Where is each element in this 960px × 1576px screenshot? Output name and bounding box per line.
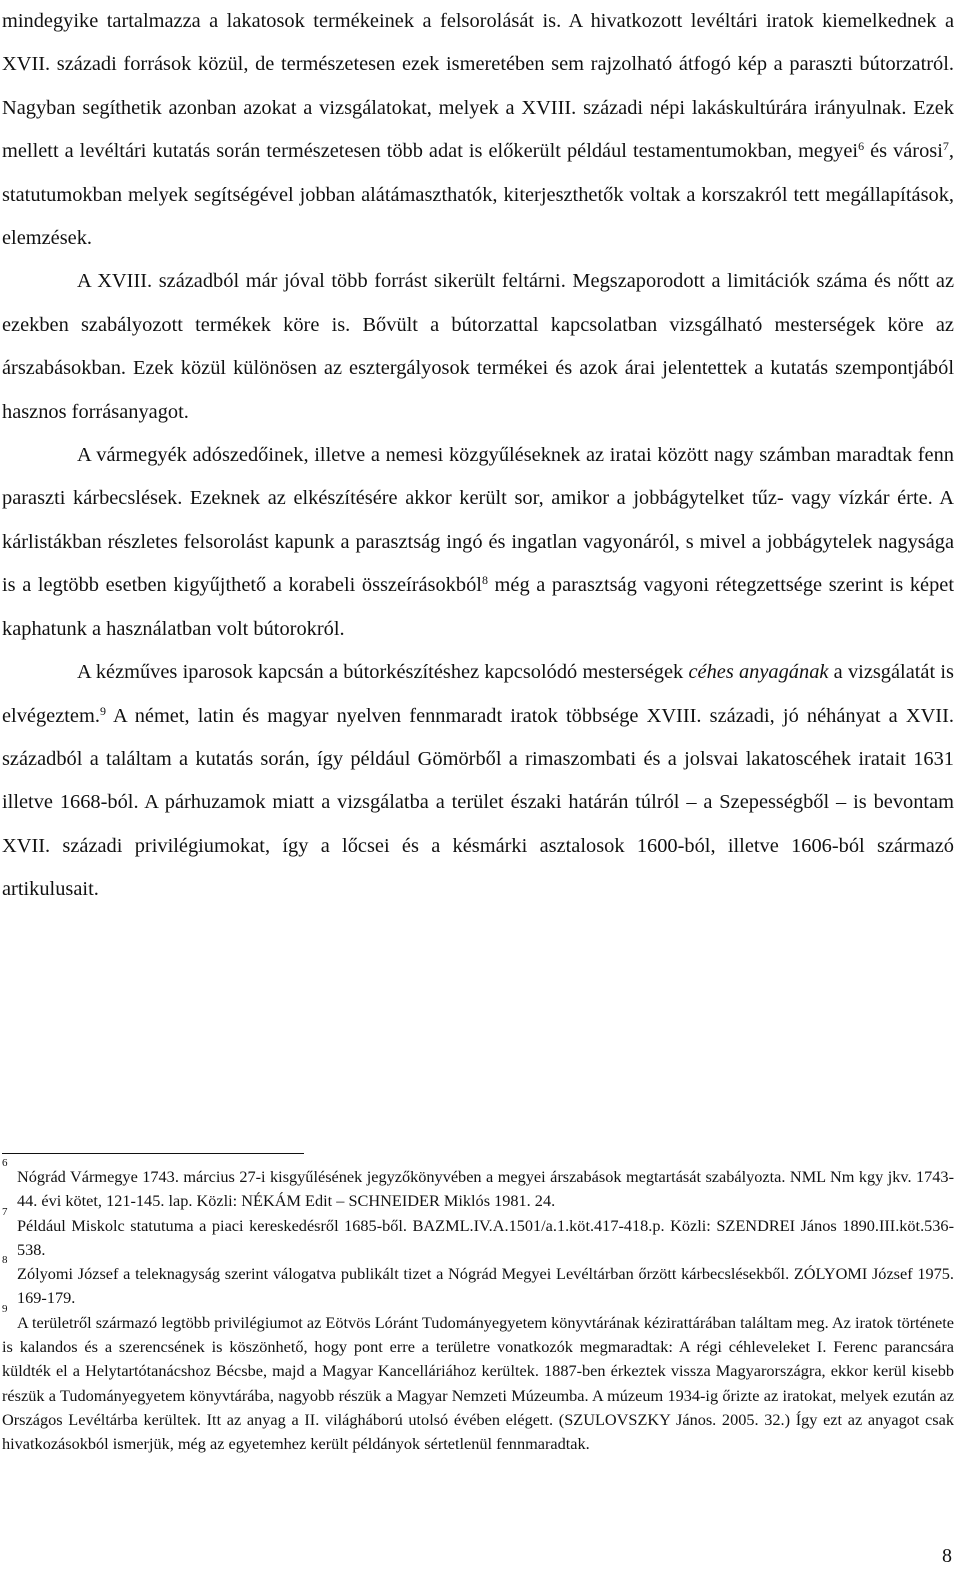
- footnotes: [2, 1157, 954, 1457]
- footnote-number: 6: [2, 1157, 8, 1169]
- paragraph-2: A XVIII. századból már jóval több forrást sikerült feltárni. Megszaporodott a limitációk száma és nőtt az ezekben szabályozott termékek köre is. Bővült a bútorzattal kapcsolatban vizsgálható mesterségek köre az árszabásokban. Ezek közül különösen az esztergályosok termékei és azok árai jelentettek a kutatás szempontjából hasznos forrásanyagot.: [2, 270, 954, 423]
- paragraph-3: A vármegyék adószedőinek, illetve a nemesi közgyűléseknek az iratai között nagy számban maradtak fenn paraszti kárbecslések. Ezeknek az elkészítésére akkor került sor, amikor a jobbágytelket tűz- vagy vízkár érte. A kárlistákban részletes felsorolást kapunk a parasztság ingó és ingatlan vagyonáról, s mivel a jobbágytelek nagysága is a legtöbb esetben kigyűjthető a korabeli összeírásokból$^8$ még a parasztság vagyoni rétegzettsége szerint is képet kaphatunk a használatban volt bútorokról.: [2, 444, 954, 640]
- page-number: 8: [942, 1545, 952, 1567]
- footnote-8: 8 Zólyomi József a teleknagyság szerint válogatva publikált tizet a Nógrád Megyei Levéltárban őrzött kárbecslésekből. ZÓLYOMI József 1975. 169-179.: [2, 1254, 954, 1308]
- footnote-ref-6[interactable]: 6: [858, 139, 865, 154]
- footnote-ref-9[interactable]: 9: [99, 703, 106, 718]
- footnote-ref-7[interactable]: 7: [942, 139, 949, 154]
- footnote-9: 9 A területről származó legtöbb privilégiumot az Eötvös Lóránt Tudományegyetem könyvtárának kézirattárában találtam meg. Az iratok története is kalandos és a szerencsének is köszönhető, hogy pont erre a területre vonatkozók megmaradtak: A régi céhleveleket I. Ferenc parancsára küldték el a Helytartótanácshoz Bécsbe, majd a Magyar Kancelláriához kerültek. 1887-ben érkeztek vissza Magyarországra, ekkor kerül kisebb részük a Tudományegyetem könyvtárába, nagyobb részük a Magyar Nemzeti Múzeumba. A múzeum 1934-ig őrizte az iratokat, melyek ezután az Országos Levéltárba kerültek. Itt az anyag a II. világháború utolsó évében elégett. (SZULOVSZKY János. 2005. 32.) Így ezt az anyagot csak hivatkozásokból ismerjük, még az egyetemhez került példányok sértetlenül fennmaradtak.: [2, 1302, 954, 1454]
- paragraph-1: mindegyike tartalmazza a lakatosok termékeinek a felsorolását is. A hivatkozott levéltári iratok kiemelkednek a XVII. századi források közül, de természetesen ezek ismeretében sem rajzolható átfogó kép a paraszti bútorzatról. Nagyban segíthetik azonban azokat a vizsgálatokat, melyek a XVIII. századi népi lakáskultúrára irányulnak. Ezek mellett a levéltári kutatás során természetesen több adat is előkerült például testamentumokban, megyei$^6$ és városi$^7$, statutumokban melyek segítségével jobban alátámaszthatók, kiterjeszthetők voltak a korszakról tett megállapítások, elemzések.: [2, 10, 955, 250]
- footnote-7: 7 Például Miskolc statutuma a piaci kereskedésről 1685-ből. BAZML.IV.A.1501/a.1.köt.417-418.p. Közli: SZENDREI János 1890.III.köt.536-538.: [2, 1205, 954, 1259]
- footnote-number: 9: [2, 1302, 8, 1315]
- footnote-number: 7: [2, 1205, 8, 1218]
- paragraph-4: A kézműves iparosok kapcsán a bútorkészítéshez kapcsolódó mesterségek céhes anyagának a vizsgálatát is elvégeztem.$^9$ A német, latin és magyar nyelven fennmaradt iratok többsége XVIII. századi, jó néhányat a XVII. századból a találtam a kutatás során, így például Gömörből a rimaszombati és a jolsvai lakatoscéhek iratait 1631 illetve 1668-ból. A párhuzamok miatt a vizsgálatba a terület északi határán túlról – a Szepességből – is bevontam XVII. századi privilégiumokat, így a lőcsei és a késmárki asztalosok 1600-ból, illetve 1606-ból származó artikulusait.: [2, 661, 954, 901]
- footnote-6: 6 Nógrád Vármegye 1743. március 27-i kisgyűlésének jegyzőkönyvében a megyei árszabások megtartását szabályozta. NML Nm kgy jkv. 1743-44. évi kötet, 121-145. lap. Közli: NÉKÁM Edit – SCHNEIDER Miklós 1981. 24.: [2, 1157, 954, 1211]
- footnote-separator: [2, 1153, 304, 1154]
- footnote-number: 8: [2, 1254, 8, 1267]
- main-text: [2, 0, 954, 912]
- footnote-ref-8[interactable]: 8: [481, 573, 488, 588]
- document-page: [2, 0, 954, 912]
